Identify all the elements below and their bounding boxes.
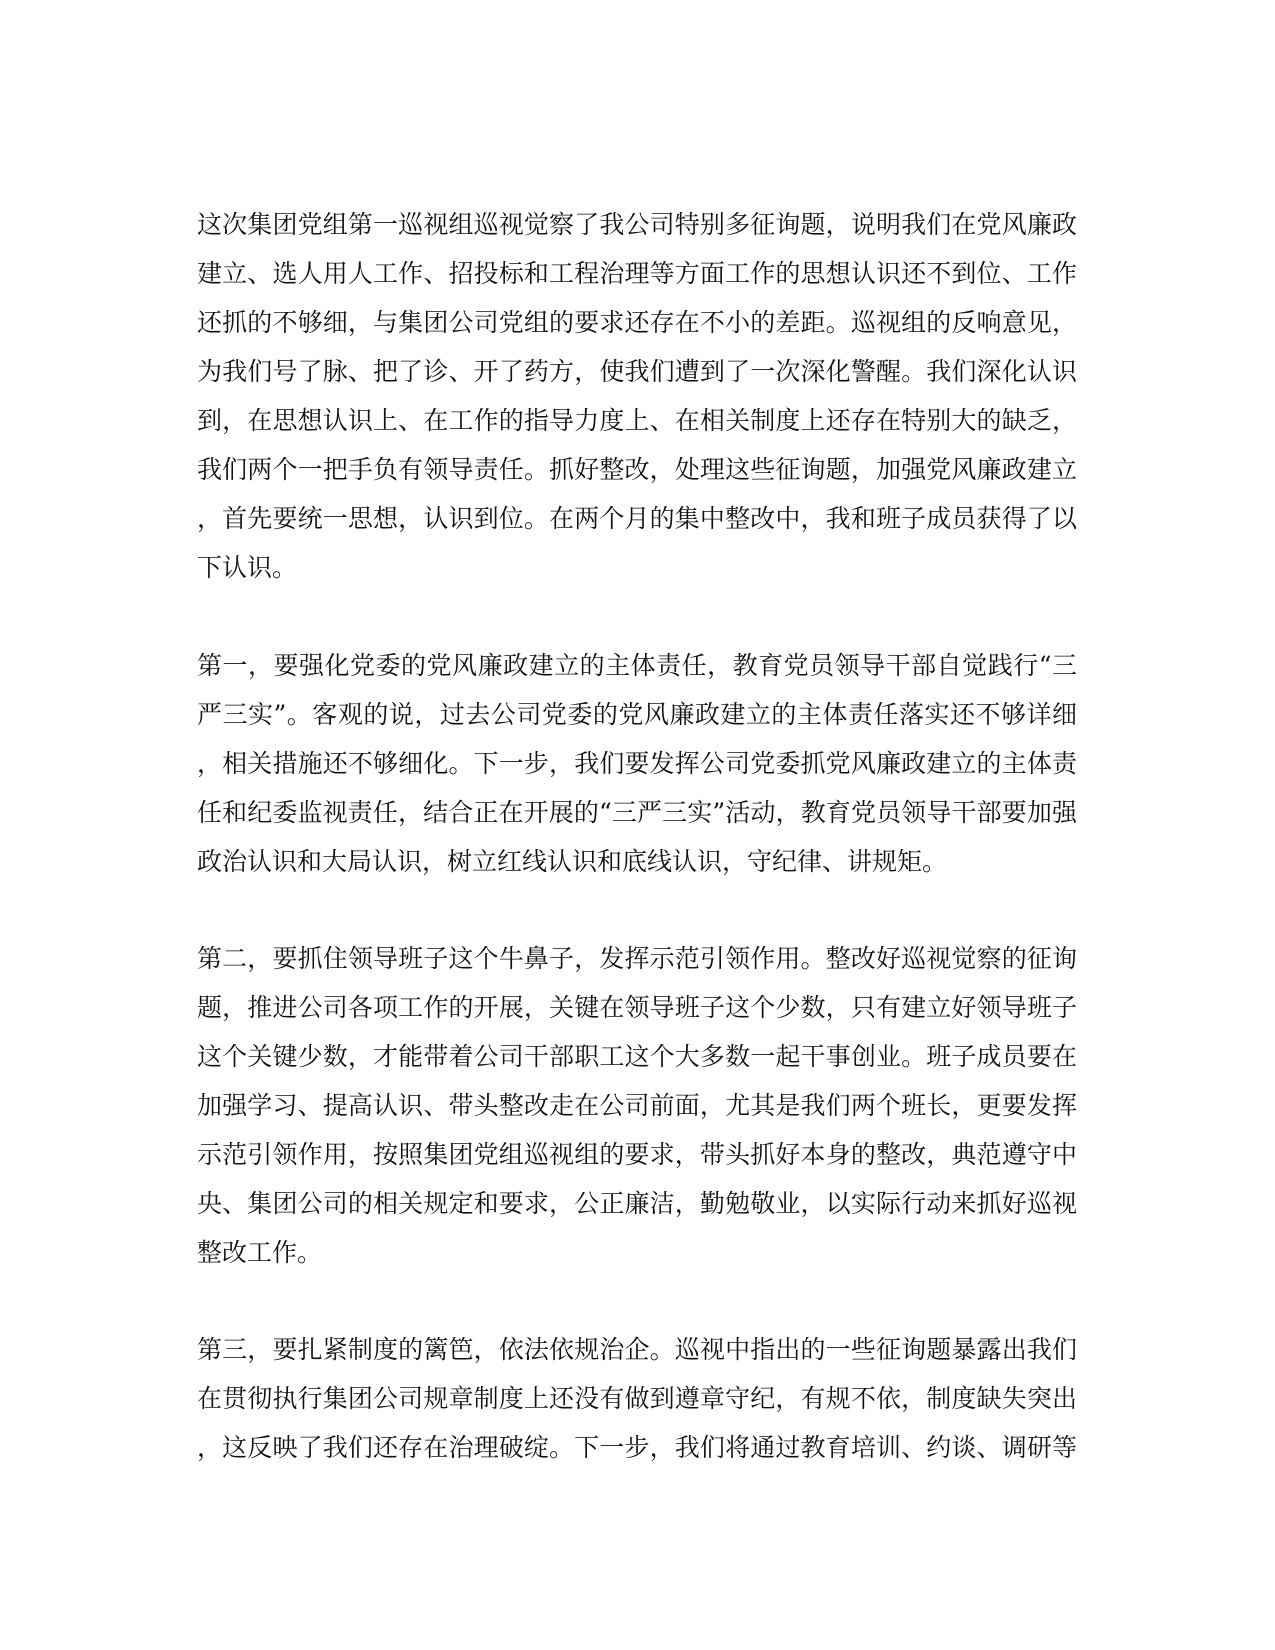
text-line: 我们两个一把手负有领导责任。抓好整改，处理这些征询题，加强党风廉政建立 (197, 455, 1077, 484)
text-line: ，这反映了我们还存在治理破绽。下一步，我们将通过教育培训、约谈、调研等 (197, 1433, 1077, 1462)
text-line: 任和纪委监视责任，结合正在开展的“三严三实”活动，教育党员领导干部要加强 (197, 798, 1077, 827)
paragraph-second-point (197, 934, 1077, 1277)
text-line: 为我们号了脉、把了诊、开了药方，使我们遭到了一次深化警醒。我们深化认识 (197, 357, 1077, 386)
text-line: ，首先要统一思想，认识到位。在两个月的集中整改中，我和班子成员获得了以 (197, 504, 1077, 533)
paragraph-first-point (197, 641, 1077, 886)
text-line: 整改工作。 (197, 1238, 323, 1267)
text-line: 示范引领作用，按照集团党组巡视组的要求，带头抓好本身的整改，典范遵守中 (197, 1140, 1077, 1169)
text-line: 在贯彻执行集团公司规章制度上还没有做到遵章守纪，有规不依，制度缺失突出 (197, 1384, 1077, 1413)
text-line: 严三实”。客观的说，过去公司党委的党风廉政建立的主体责任落实还不够详细 (197, 700, 1077, 729)
paragraph-intro (197, 200, 1077, 592)
text-line: 第三，要扎紧制度的篱笆，依法依规治企。巡视中指出的一些征询题暴露出我们 (197, 1335, 1077, 1364)
text-line: 这次集团党组第一巡视组巡视觉察了我公司特别多征询题，说明我们在党风廉政 (197, 210, 1077, 239)
text-line: 政治认识和大局认识，树立红线认识和底线认识，守纪律、讲规矩。 (197, 847, 948, 876)
text-line: 到，在思想认识上、在工作的指导力度上、在相关制度上还存在特别大的缺乏， (197, 406, 1077, 435)
text-line: 加强学习、提高认识、带头整改走在公司前面，尤其是我们两个班长，更要发挥 (197, 1091, 1077, 1120)
text-line: 建立、选人用人工作、招投标和工程治理等方面工作的思想认识还不到位、工作 (197, 259, 1077, 288)
text-line: 下认识。 (197, 553, 298, 582)
text-line: 第一，要强化党委的党风廉政建立的主体责任，教育党员领导干部自觉践行“三 (197, 651, 1077, 680)
text-line: 央、集团公司的相关规定和要求，公正廉洁，勤勉敬业，以实际行动来抓好巡视 (197, 1189, 1077, 1218)
text-line: 第二，要抓住领导班子这个牛鼻子，发挥示范引领作用。整改好巡视觉察的征询 (197, 944, 1077, 973)
text-line: 还抓的不够细，与集团公司党组的要求还存在不小的差距。巡视组的反响意见， (197, 308, 1077, 337)
text-line: 这个关键少数，才能带着公司干部职工这个大多数一起干事创业。班子成员要在 (197, 1042, 1077, 1071)
paragraph-third-point (197, 1325, 1077, 1472)
text-line: 题，推进公司各项工作的开展，关键在领导班子这个少数，只有建立好领导班子 (197, 993, 1077, 1022)
text-line: ，相关措施还不够细化。下一步，我们要发挥公司党委抓党风廉政建立的主体责 (197, 749, 1077, 778)
